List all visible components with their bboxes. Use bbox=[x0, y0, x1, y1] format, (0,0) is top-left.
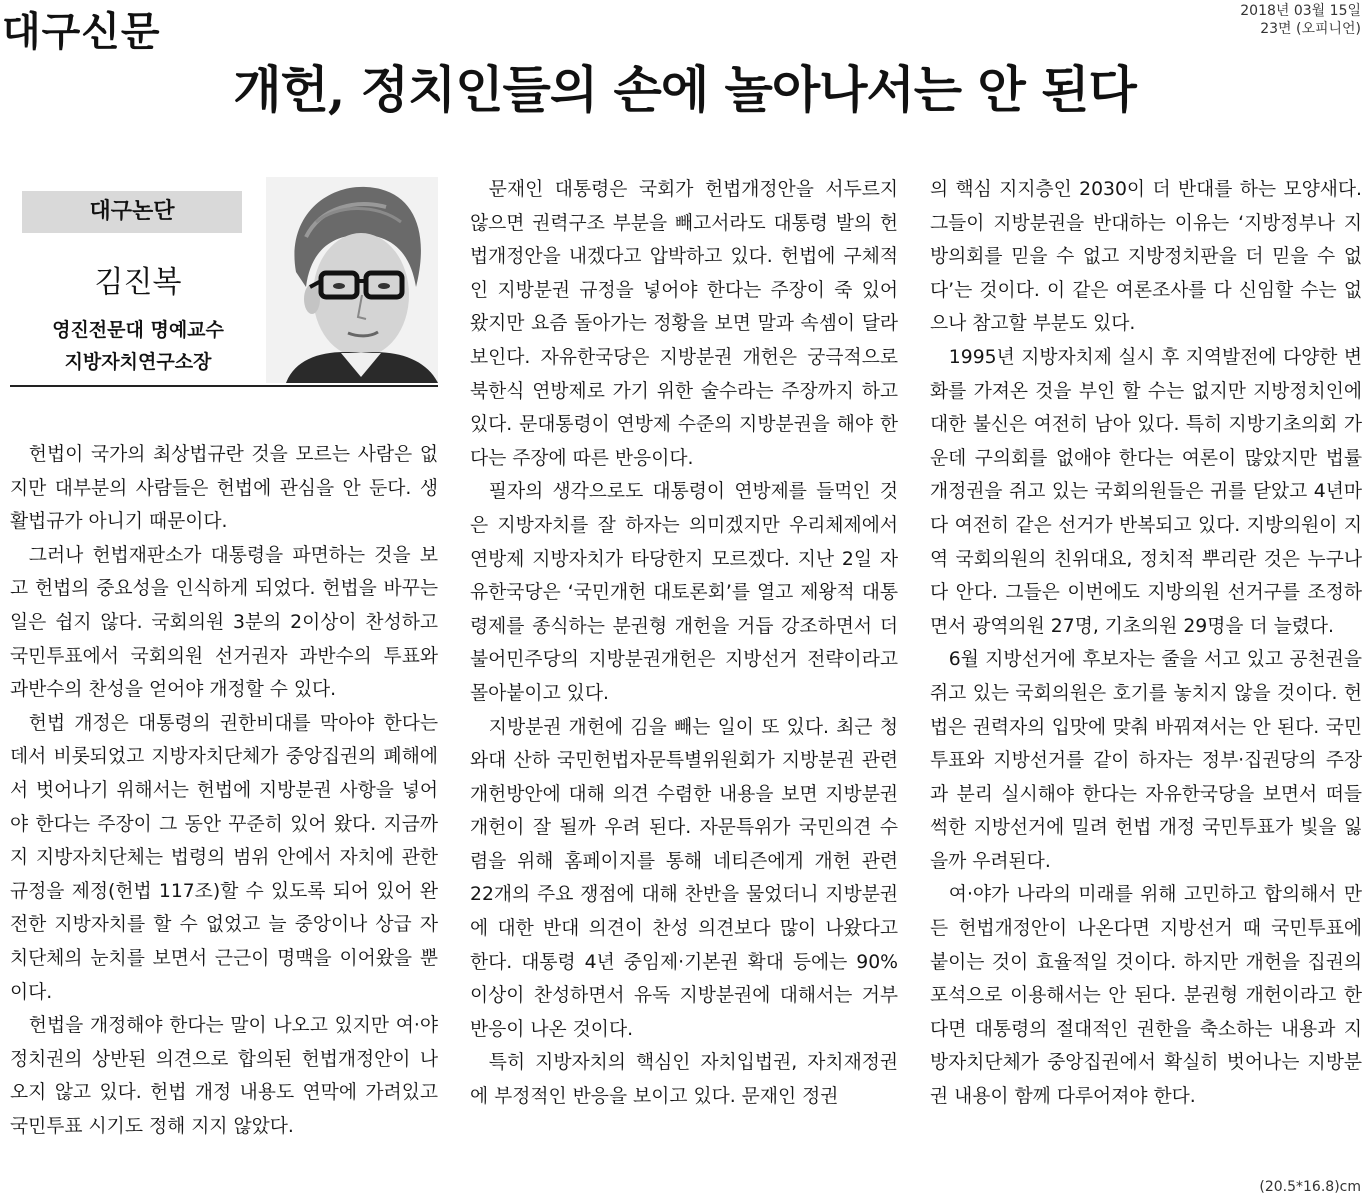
clipping-size-note: (20.5*16.8)cm bbox=[1259, 1179, 1361, 1195]
author-title-2: 지방자치연구소장 bbox=[64, 351, 212, 373]
paragraph: 문재인 대통령은 국회가 헌법개정안을 서두르지 않으면 권력구조 부분을 빼고서라도 대통령 발의 헌법개정안을 내겠다고 압박하고 있다. 헌법에 구체적인 지방분권 규정을 넣어야 한다는 주장이 죽 있어 왔지만 요즘 돌아가는 정황을 보면 말과 속셈이 달라 보인다. 자유한국당은 지방분권 개헌은 궁극적으로 북한식 연방제로 가기 위한 술수라는 주장까지 하고 있다. 문대통령이 연방제 수준의 지방분권을 해야 한다는 주장에 따른 반응이다. bbox=[470, 179, 898, 469]
author-portrait bbox=[266, 177, 438, 383]
author-name: 김진복 bbox=[94, 265, 182, 300]
paragraph: 의 핵심 지지층인 2030이 더 반대를 하는 모양새다. 그들이 지방분권을 반대하는 이유는 ‘지방정부나 지방의회를 믿을 수 없고 지방정치판을 더 믿을 수 없다’는 것이다. 이 같은 여론조사를 다 신임할 수는 없으나 참고할 부분도 있다. bbox=[930, 179, 1362, 335]
author-title-1: 영진전문대 명예교수 bbox=[52, 319, 224, 341]
paragraph: 특히 지방자치의 핵심인 자치입법권, 자치재정권에 부정적인 반응을 보이고 있다. 문재인 정권 bbox=[470, 1052, 898, 1108]
article-headline: 개헌, 정치인들의 손에 놀아나서는 안 된다 bbox=[233, 60, 1136, 119]
publication-info bbox=[1240, 2, 1361, 38]
article-column-2 bbox=[470, 173, 898, 1114]
newspaper-masthead: 대구신문 bbox=[2, 9, 161, 55]
column-tag: 대구논단 bbox=[22, 191, 242, 233]
paragraph: 1995년 지방자치제 실시 후 지역발전에 다양한 변화를 가져온 것을 부인 할 수는 없지만 지방정치인에 대한 불신은 여전히 남아 있다. 특히 지방기초의회 가운데 구의회를 없애야 한다는 여론이 많았지만 법률 개정권을 쥐고 있는 국회의원들은 귀를 닫았고 4년마다 여전히 같은 선거가 반복되고 있다. 지방의원이 지역 국회의원의 친위대요, 정치적 뿌리란 것은 누구나 다 안다. 그들은 이번에도 지방의원 선거구를 조정하면서 광역의원 27명, 기초의원 29명을 더 늘렸다. bbox=[930, 346, 1362, 637]
paragraph: 지방분권 개헌에 김을 빼는 일이 또 있다. 최근 청와대 산하 국민헌법자문특별위원회가 지방분권 관련 개헌방안에 대해 의견 수렴한 내용을 보면 지방분권 개헌이 잘 될까 우려 된다. 자문특위가 국민의견 수렴을 위해 홈페이지를 통해 네티즌에게 개헌 관련 22개의 주요 쟁점에 대해 찬반을 물었더니 지방분권에 대한 반대 의견이 찬성 의견보다 많이 나왔다고 한다. 대통령 4년 중임제·기본권 확대 등에는 90% 이상이 찬성하면서 유독 지방분권에 대해서는 거부반응이 나온 것이다. bbox=[470, 716, 898, 1040]
paragraph: 헌법이 국가의 최상법규란 것을 모르는 사람은 없지만 대부분의 사람들은 헌법에 관심을 안 둔다. 생활법규가 아니기 때문이다. bbox=[10, 444, 438, 533]
paragraph: 그러나 헌법재판소가 대통령을 파면하는 것을 보고 헌법의 중요성을 인식하게 되었다. 헌법을 바꾸는 일은 쉽지 않다. 국회의원 3분의 2이상이 찬성하고 국민투표에서 국회의원 선거권자 과반수의 투표와 과반수의 찬성을 얻어야 개정할 수 있다. bbox=[10, 544, 438, 701]
paragraph: 6월 지방선거에 후보자는 줄을 서고 있고 공천권을 쥐고 있는 국회의원은 호기를 놓치지 않을 것이다. 헌법은 권력자의 입맛에 맞춰 바꿔져서는 안 된다. 국민투표와 지방선거를 같이 하자는 정부·집권당의 주장과 분리 실시해야 한다는 자유한국당을 보면서 떠들썩한 지방선거에 밀려 헌법 개정 국민투표가 빛을 잃을까 우려된다. bbox=[930, 649, 1362, 872]
page-section: 23면 (오피니언) bbox=[1260, 21, 1361, 37]
paragraph: 여·야가 나라의 미래를 위해 고민하고 합의해서 만든 헌법개정안이 나온다면 지방선거 때 국민투표에 붙이는 것이 효율적일 것이다. 하지만 개헌을 집권의 포석으로 이용해서는 안 된다. 분권형 개헌이라고 한다면 대통령의 절대적인 권한을 축소하는 내용과 지방자치단체가 중앙집권에서 확실히 벗어나는 지방분권 내용이 함께 다루어져야 한다. bbox=[930, 884, 1362, 1108]
publication-date: 2018년 03월 15일 bbox=[1240, 3, 1361, 19]
article-column-3 bbox=[930, 173, 1362, 1114]
paragraph: 헌법 개정은 대통령의 권한비대를 막아야 한다는 데서 비롯되었고 지방자치단체가 중앙집권의 폐해에서 벗어나기 위해서는 헌법에 지방분권 사항을 넣어야 한다는 주장이 그 동안 꾸준히 있어 왔다. 지금까지 지방자치단체는 법령의 범위 안에서 자치에 관한 규정을 제정(헌법 117조)할 수 있도록 되어 있어 완전한 지방자치를 할 수 없었고 늘 중앙이나 상급 자치단체의 눈치를 보면서 근근이 명맥을 이어왔을 뿐이다. bbox=[10, 712, 438, 1003]
paragraph: 헌법을 개정해야 한다는 말이 나오고 있지만 여·야 정치권의 상반된 의견으로 합의된 헌법개정안이 나오지 않고 있다. 헌법 개정 내용도 연막에 가려있고 국민투표 시기도 정해 지지 않았다. bbox=[10, 1015, 438, 1137]
paragraph: 필자의 생각으로도 대통령이 연방제를 들먹인 것은 지방자치를 잘 하자는 의미겠지만 우리체제에서 연방제 지방자치가 타당한지 모르겠다. 지난 2일 자유한국당은 ‘국민개헌 대토론회’를 열고 제왕적 대통령제를 종식하는 분권형 개헌을 거듭 강조하면서 더불어민주당의 지방분권개헌은 지방선거 전략이라고 몰아붙이고 있다. bbox=[470, 481, 898, 704]
article-column-1 bbox=[10, 438, 438, 1143]
byline-box bbox=[10, 175, 438, 387]
